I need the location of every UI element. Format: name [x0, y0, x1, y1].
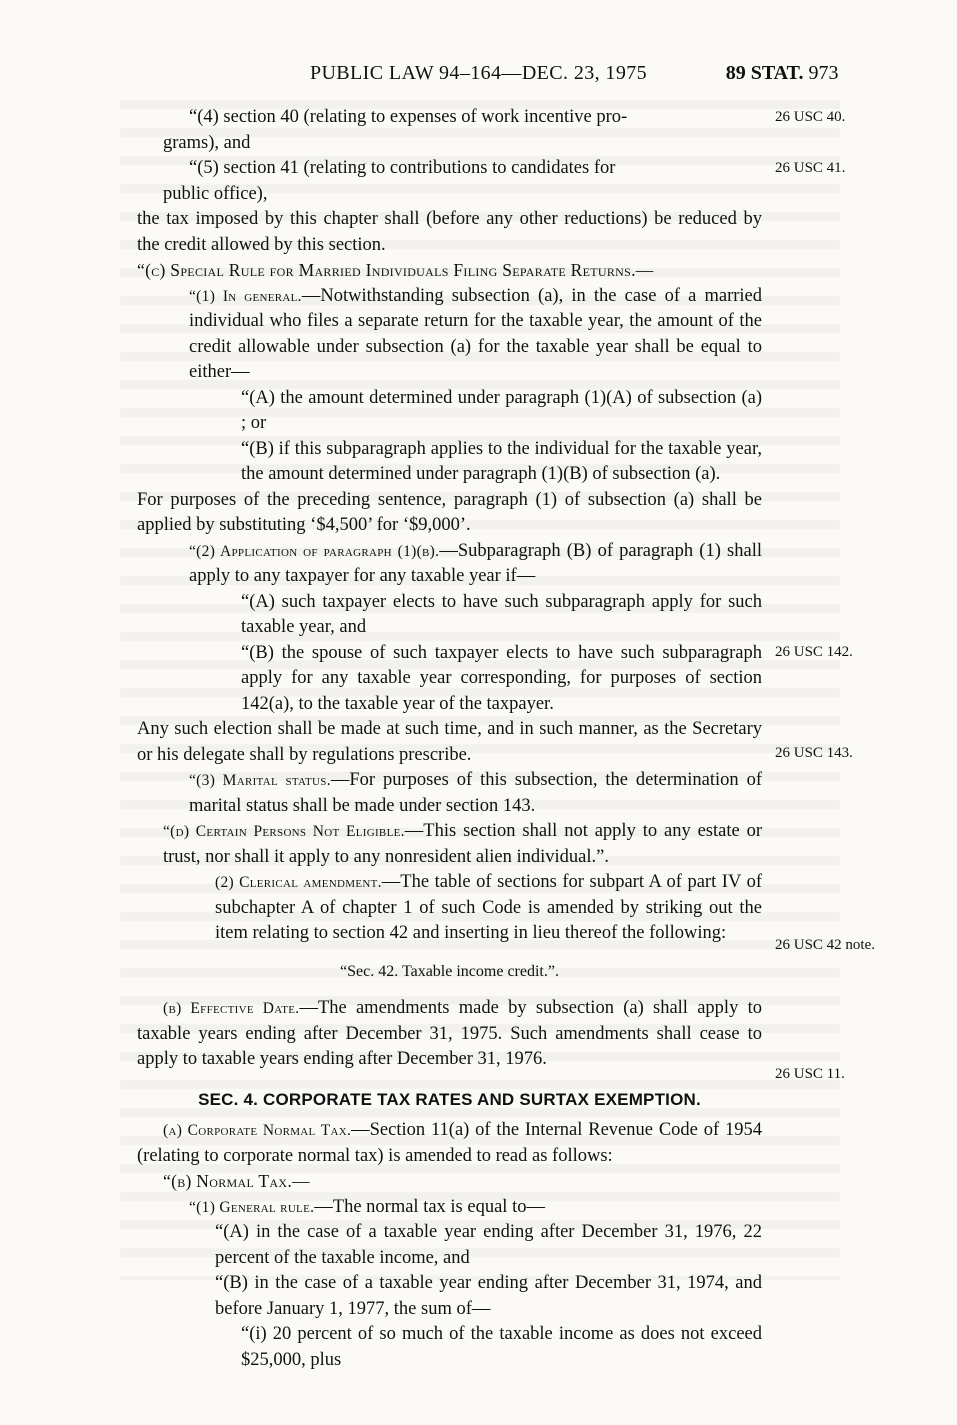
- paragraph-d-label: “(d) Certain Persons Not Eligible.: [163, 823, 405, 840]
- paragraph-c1-A: “(A) the amount determined under paragraph (1)(A) of subsection (a) ; or: [241, 387, 762, 433]
- paragraph-4-line1: “(4) section 40 (relating to expenses of work incentive pro-: [189, 107, 628, 127]
- margin-note: 26 USC 11.: [775, 1066, 845, 1082]
- paragraph-b1-A: “(A) in the case of a taxable year ending after December 31, 1976, 22 percent of the taxable income, and: [215, 1222, 762, 1268]
- paragraph-b1-label: “(1) General rule.: [189, 1198, 315, 1216]
- paragraph-c3: [137, 768, 762, 819]
- paragraph-c2: [137, 539, 762, 590]
- paragraph-any-such-election: Any such election shall be made at such time, and in such manner, as the Secretary or his delegate shall by regulations prescribe.: [137, 719, 762, 765]
- page-header: [0, 62, 957, 85]
- header-page-number: 973: [808, 62, 839, 84]
- paragraph-c2-label: “(2) Application of paragraph (1)(b).: [189, 542, 440, 560]
- effective-date-text: —The amendments made by subsection (a) shall apply to taxable years ending after December 31, 1975. Such amendments shall cease to apply to taxable years ending after December 31, 1976.: [137, 998, 762, 1069]
- paragraph-b1-B: “(B) in the case of a taxable year ending after December 31, 1974, and before January 1, 1977, the sum of—: [215, 1273, 762, 1319]
- paragraph-c1-label: “(1) In general.: [189, 287, 302, 305]
- header-stat-label: 89 STAT.: [725, 62, 804, 84]
- header-title: PUBLIC LAW 94–164—DEC. 23, 1975: [309, 62, 648, 84]
- paragraph-clerical-amendment: [137, 870, 762, 947]
- paragraph-flush-tax-imposed: the tax imposed by this chapter shall (before any other reductions) be reduced by the credit allowed by this section.: [137, 209, 762, 255]
- paragraph-c2-text: —Subparagraph (B) of paragraph (1) shall apply to any taxpayer for any taxable year if—: [189, 540, 762, 586]
- margin-note: 26 USC 42 note.: [775, 937, 876, 953]
- section-4-heading: SEC. 4. CORPORATE TAX RATES AND SURTAX EXEMPTION.: [198, 1089, 701, 1109]
- paragraph-b-normal-tax-heading: “(b) Normal Tax.—: [163, 1171, 310, 1191]
- paragraph-5-line2: public office),: [163, 183, 268, 204]
- body-text-column: [137, 105, 762, 1373]
- margin-note: 26 USC 143.: [775, 745, 853, 761]
- quoted-section-line: “Sec. 42. Taxable income credit.”.: [340, 962, 559, 980]
- paragraph-preceding-sentence: For purposes of the preceding sentence, paragraph (1) of subsection (a) shall be applied by substituting ‘$4,500’ for ‘$9,000’.: [137, 489, 762, 535]
- paragraph-b1-B-i: “(i) 20 percent of so much of the taxable income as does not exceed $25,000, plus: [241, 1324, 762, 1370]
- paragraph-c1-B: “(B) if this subparagraph applies to the individual for the taxable year, the amount determined under paragraph (1)(B) of subsection (a).: [241, 438, 762, 484]
- margin-note: 26 USC 40.: [775, 109, 846, 125]
- effective-date-label: (b) Effective Date.: [163, 1000, 300, 1017]
- subsection-c-heading: “(c) Special Rule for Married Individuals Filing Separate Returns.—: [137, 260, 654, 280]
- paragraph-b1-text: —The normal tax is equal to—: [314, 1196, 545, 1217]
- paragraph-c2-A: “(A) such taxpayer elects to have such subparagraph apply for such taxable year, and: [241, 591, 762, 637]
- paragraph-d-text: —This section shall not apply to any estate or trust, nor shall it apply to any nonresident alien individual.”.: [163, 821, 762, 867]
- paragraph-clerical-label: (2) Clerical amendment.: [215, 874, 382, 891]
- corporate-normal-tax-label: (a) Corporate Normal Tax.: [163, 1122, 352, 1139]
- paragraph-d: [137, 819, 762, 870]
- paragraph-corporate-normal-tax: [137, 1118, 762, 1169]
- paragraph-clerical-text: —The table of sections for subpart A of part IV of subchapter A of chapter 1 of such Code is amended by striking out the item relating to section 42 and inserting in lieu thereof the following:: [215, 872, 762, 943]
- header-stat: [726, 62, 839, 85]
- paragraph-c3-label: “(3) Marital status.: [189, 772, 331, 789]
- paragraph-b1: [137, 1195, 762, 1221]
- corporate-normal-tax-text: —Section 11(a) of the Internal Revenue Code of 1954 (relating to corporate normal tax) is amended to read as follows:: [137, 1120, 762, 1166]
- paragraph-c1: [137, 284, 762, 386]
- paragraph-c1-text: —Notwithstanding subsection (a), in the case of a married individual who files a separate return for the taxable year, the amount of the credit allowable under subsection (a) for the taxable year shall be equal to either—: [189, 285, 763, 382]
- paragraph-c2-B: “(B) the spouse of such taxpayer elects to have such subparagraph apply for any taxable year corresponding, for purposes of section 142(a), to the taxable year of the taxpayer.: [241, 642, 762, 714]
- margin-note: 26 USC 41.: [775, 160, 846, 176]
- paragraph-effective-date: [137, 996, 762, 1073]
- margin-note: 26 USC 142.: [775, 644, 853, 660]
- paragraph-4-line2: grams), and: [163, 132, 251, 153]
- paragraph-5-line1: “(5) section 41 (relating to contributions to candidates for: [189, 158, 616, 178]
- paragraph-c3-text: —For purposes of this subsection, the determination of marital status shall be made under section 143.: [189, 770, 762, 816]
